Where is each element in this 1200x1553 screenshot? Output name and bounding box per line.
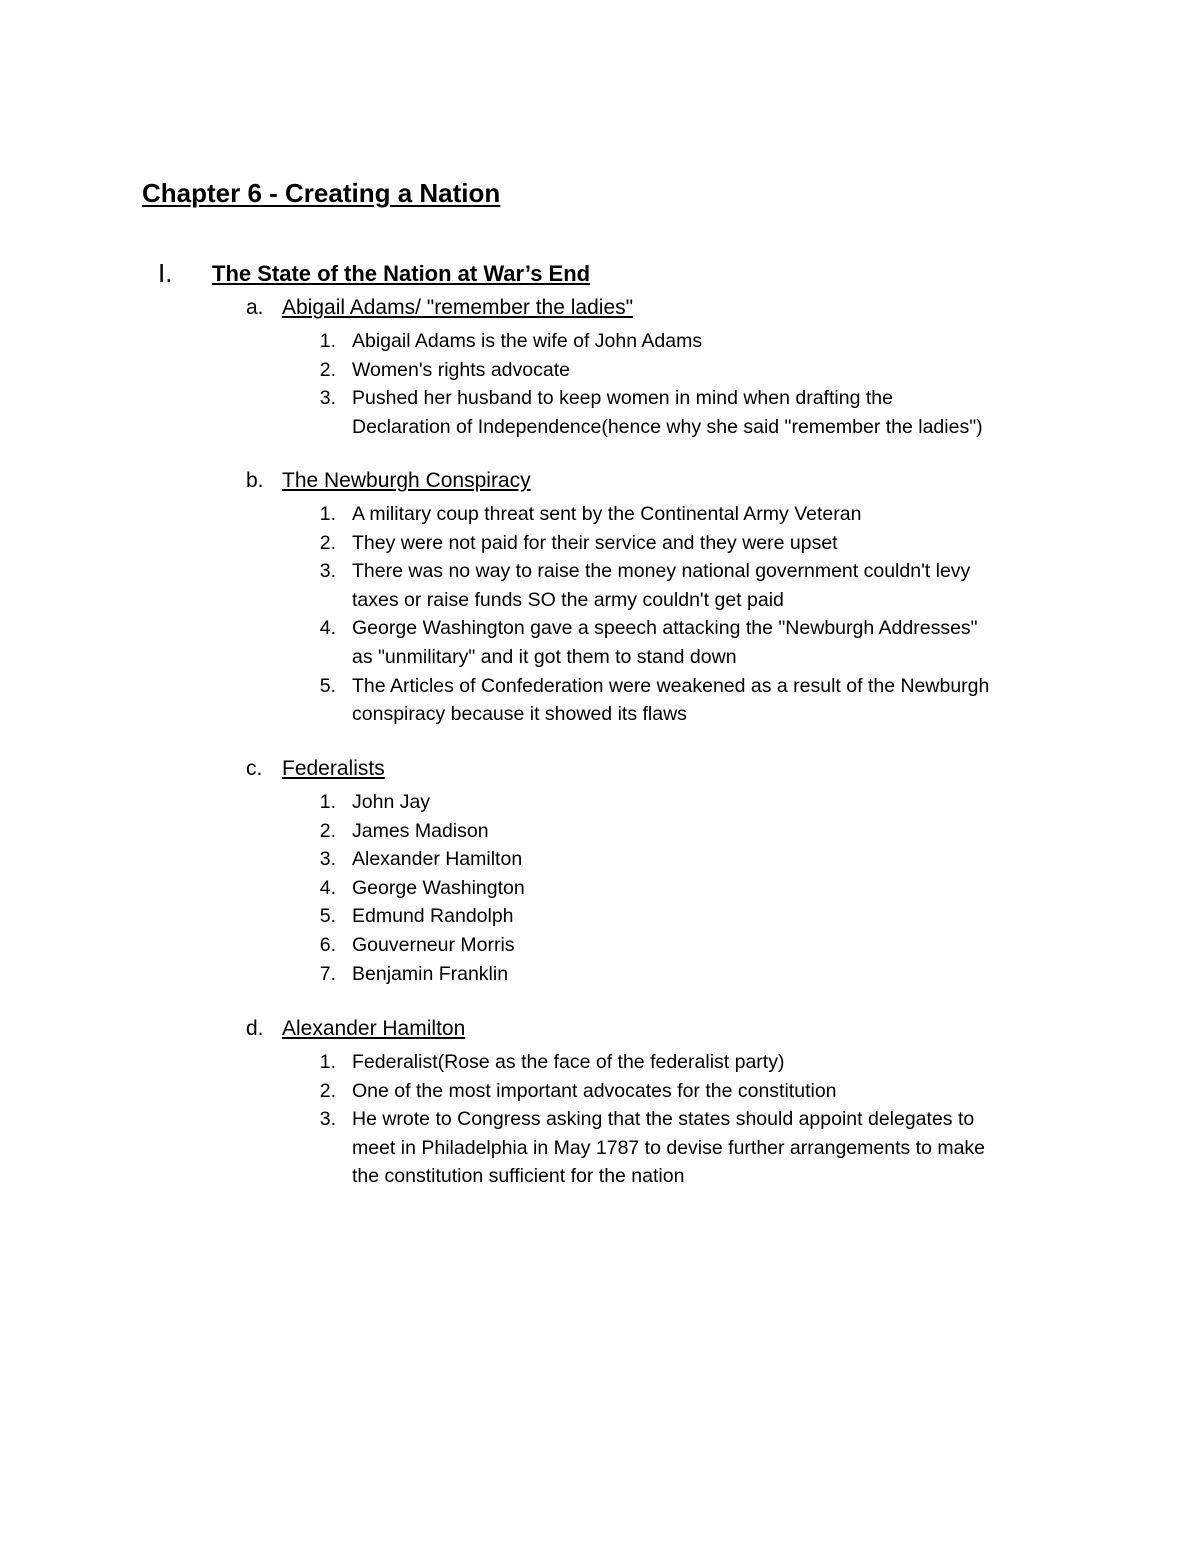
list-item-text: Gouverneur Morris bbox=[352, 934, 515, 956]
list-item-number: 1. bbox=[319, 1051, 336, 1073]
list-item-text: as "unmilitary" and it got them to stand down bbox=[352, 646, 737, 668]
list-item-text: Federalist(Rose as the face of the federalist party) bbox=[352, 1051, 785, 1073]
list-item-number: 6. bbox=[319, 934, 336, 956]
list-item-number: 2. bbox=[319, 531, 336, 554]
subsection-letter: b. bbox=[246, 469, 264, 492]
list-item-number: 1. bbox=[319, 503, 336, 525]
list-item-number: 2. bbox=[319, 819, 336, 842]
list-item-number: 5. bbox=[319, 674, 336, 697]
document-title: Chapter 6 - Creating a Nation bbox=[142, 178, 501, 208]
list-item-text: The Articles of Confederation were weakened as a result of the Newburgh bbox=[352, 674, 990, 697]
list-item-text: Benjamin Franklin bbox=[352, 962, 509, 985]
list-item-number: 4. bbox=[319, 876, 336, 899]
list-item-number: 2. bbox=[319, 358, 336, 381]
subsection-title: The Newburgh Conspiracy bbox=[282, 469, 531, 492]
list-item-text: A military coup threat sent by the Continental Army Veteran bbox=[352, 503, 862, 525]
list-item-text: Abigail Adams is the wife of John Adams bbox=[352, 330, 703, 352]
list-item-number: 5. bbox=[319, 905, 336, 928]
list-item-text: One of the most important advocates for the constitution bbox=[352, 1079, 837, 1102]
subsection-letter: d. bbox=[246, 1017, 264, 1040]
list-item-number: 3. bbox=[319, 848, 336, 871]
list-item-text: the constitution sufficient for the nation bbox=[352, 1165, 685, 1188]
list-item-text: Alexander Hamilton bbox=[352, 848, 523, 871]
list-item-text: meet in Philadelphia in May 1787 to devise further arrangements to make bbox=[352, 1136, 986, 1159]
list-item-number: 2. bbox=[319, 1079, 336, 1102]
list-item-text: conspiracy because it showed its flaws bbox=[352, 703, 687, 726]
list-item-text: James Madison bbox=[352, 819, 489, 842]
subsection-letter: c. bbox=[246, 757, 263, 780]
list-item-text: They were not paid for their service and they were upset bbox=[352, 531, 838, 554]
list-item-number: 3. bbox=[319, 387, 336, 410]
list-item-text: He wrote to Congress asking that the states should appoint delegates to bbox=[352, 1108, 975, 1131]
subsection-title: Abigail Adams/ "remember the ladies" bbox=[282, 296, 634, 319]
list-item-text: There was no way to raise the money national government couldn't levy bbox=[352, 560, 971, 583]
subsection-title: Federalists bbox=[282, 757, 385, 780]
list-item-text: Edmund Randolph bbox=[352, 905, 514, 928]
subsection-letter: a. bbox=[246, 296, 264, 319]
list-item-text: taxes or raise funds SO the army couldn't get paid bbox=[352, 588, 784, 611]
list-item-text: George Washington gave a speech attacking the "Newburgh Addresses" bbox=[352, 617, 978, 640]
subsection-title: Alexander Hamilton bbox=[282, 1017, 466, 1040]
list-item-number: 1. bbox=[319, 330, 336, 352]
list-item-text: John Jay bbox=[352, 791, 431, 813]
list-item-text: Women's rights advocate bbox=[352, 358, 570, 381]
list-item-text: George Washington bbox=[352, 876, 525, 899]
list-item-number: 4. bbox=[319, 617, 336, 640]
section-numeral: I. bbox=[158, 258, 173, 288]
section-heading: The State of the Nation at War’s End bbox=[212, 261, 591, 286]
list-item-text: Declaration of Independence(hence why she said "remember the ladies") bbox=[352, 415, 983, 438]
list-item-number: 3. bbox=[319, 1108, 336, 1131]
list-item-number: 1. bbox=[319, 791, 336, 813]
list-item-text: Pushed her husband to keep women in mind when drafting the bbox=[352, 387, 893, 410]
list-item-number: 7. bbox=[319, 962, 336, 985]
list-item-number: 3. bbox=[319, 560, 336, 583]
